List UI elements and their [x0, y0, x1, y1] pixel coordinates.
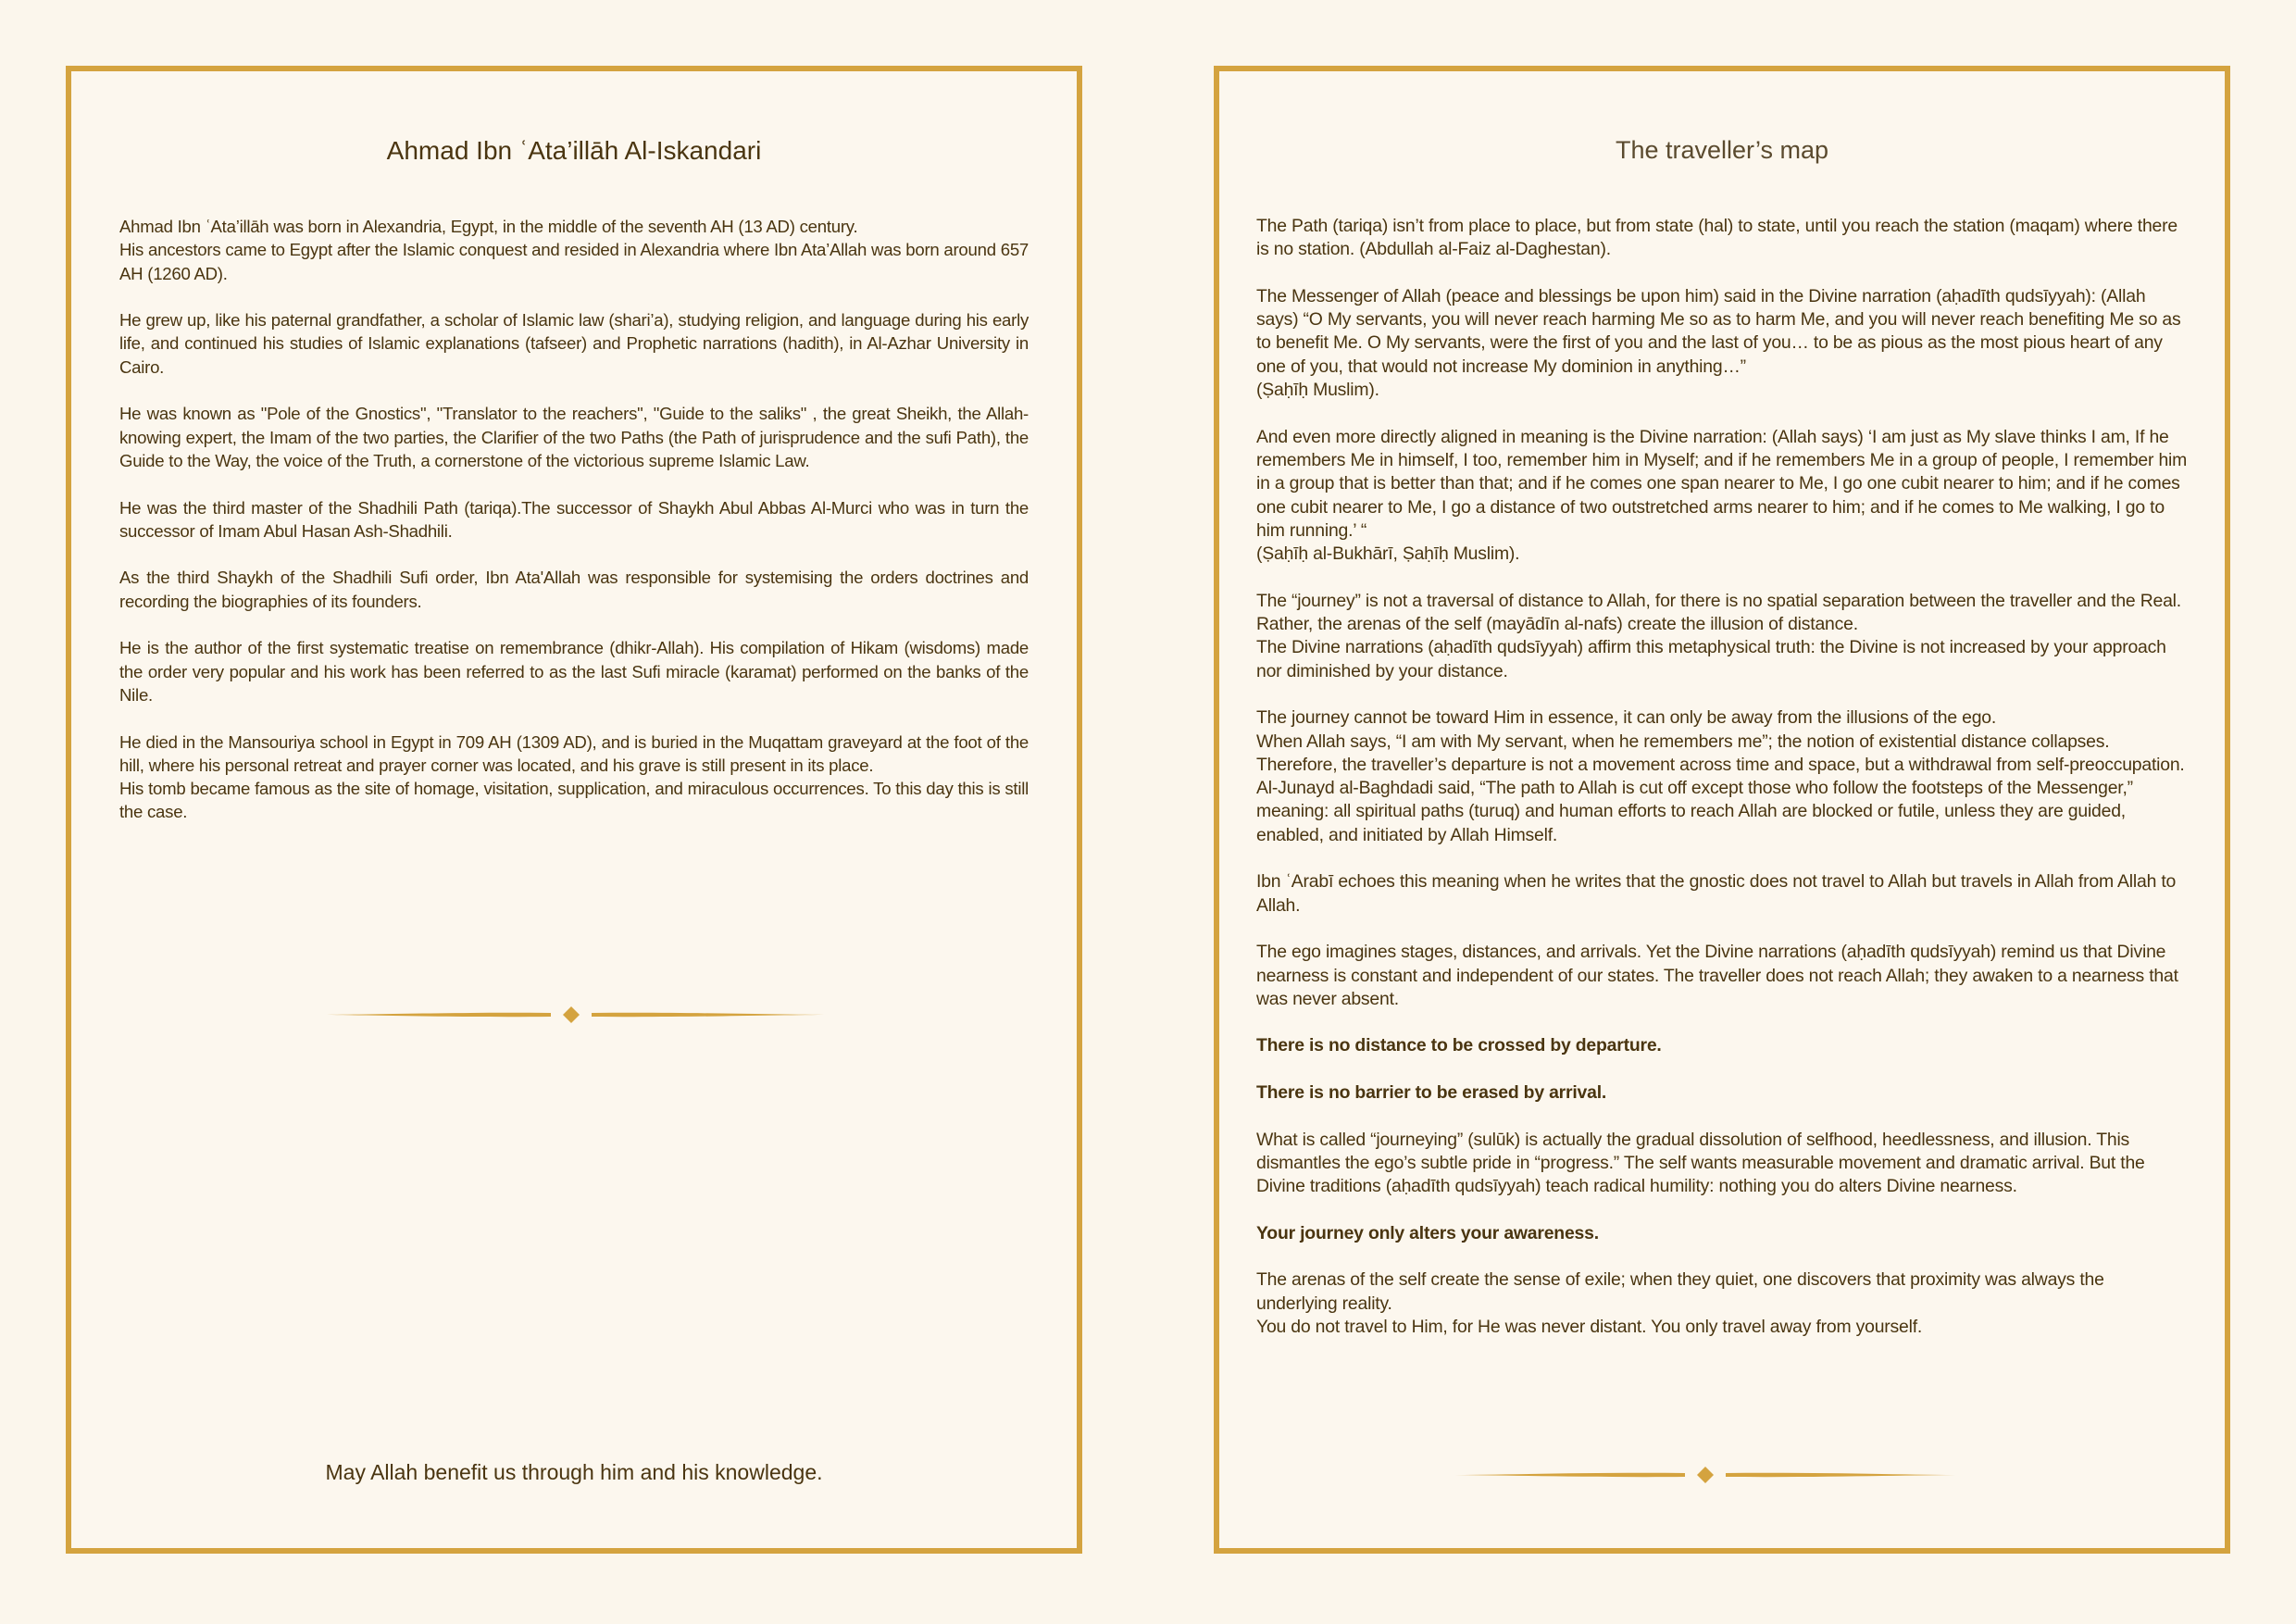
paragraph-line: He is the author of the first systematic treatise on remembrance (dhikr-Allah). His compilation of Hikam (wisdoms) made the order very popular and his work has been referred to as the last Sufi miracle (karamat) performed on the banks of the Nile. [119, 638, 1029, 705]
paragraph-line: The “journey” is not a traversal of distance to Allah, for there is no spatial separation between the traveller and the Real. Rather, the arenas of the self (mayādīn al-nafs) create the illusion of distance. [1256, 590, 2181, 635]
paragraph [119, 636, 1029, 706]
paragraph-line: There is no barrier to be erased by arrival. [1256, 1081, 1607, 1103]
paragraph-line: (Ṣaḥīḥ Muslim). [1256, 380, 1379, 401]
paragraph-line: Ahmad Ibn ʿAta’illāh was born in Alexandria, Egypt, in the middle of the seventh AH (13 AD) century. [119, 217, 858, 236]
paragraph-line: The Messenger of Allah (peace and blessings be upon him) said in the Divine narration (aḥadīth qudsīyyah): (Allah says) “O My servants, you will never reach harming Me so as to harm Me, and you will never reach benefiting Me so as to benefit Me. O My servants, were the first of you and the last of you… to be as pious as the most pious heart of any one of you, that would not increase My dominion in anything…” [1256, 285, 2181, 377]
travellers-map-text [1256, 215, 2188, 1363]
paragraph [1256, 426, 2188, 567]
emphasis-statement [1256, 1222, 2188, 1245]
paragraph [1256, 870, 2188, 918]
paragraph [1256, 590, 2188, 683]
paragraph-line: What is called “journeying” (sulūk) is actually the gradual dissolution of selfhood, heedlessness, and illusion. This dismantles the ego’s subtle pride in “progress.” The self wants measurable movement and dramatic arrival. But the Divine traditions (aḥadīth qudsīyyah) teach radical humility: nothing you do alters Divine nearness. [1256, 1129, 2145, 1197]
paragraph [119, 566, 1029, 613]
paragraph [1256, 215, 2188, 262]
biography-text [119, 215, 1029, 847]
paragraph [1256, 285, 2188, 402]
paragraph-line: (Ṣaḥīḥ al-Bukhārī, Ṣaḥīḥ Muslim). [1256, 543, 1520, 565]
divider-ornament [312, 1006, 830, 1024]
paragraph-line: He grew up, like his paternal grandfather, a scholar of Islamic law (shari’a), studying religion, and language during his early life, and continued his studies of Islamic explanations (tafseer) and Prophetic narrations (hadith), in Al-Azhar University in Cairo. [119, 310, 1029, 377]
paragraph-line: He was the third master of the Shadhili Path (tariqa).The successor of Shaykh Abul Abbas Al-Murci who was in turn the successor of Imam Abul Hasan Ash-Shadhili. [119, 497, 1029, 541]
paragraph-line: When Allah says, “I am with My servant, when he remembers me”; the notion of existential distance collapses. Therefore, the traveller’s departure is not a movement across time and space, but a withdrawal from self-preoccupation. [1256, 731, 2185, 775]
paragraph-line: And even more directly aligned in meaning is the Divine narration: (Allah says) ‘I am just as My slave thinks I am, If he remembers Me in himself, I too, remember him in Myself; and if he remembers Me in a group of people, I remember him in a group that is better than that; and if he comes one span nearer to Me, I go one cubit nearer to him; and if he comes one cubit nearer to Me, I go a distance of two outstretched arms nearer to him; and if he comes to Me walking, I go to him running.’ “ [1256, 426, 2188, 541]
paragraph-line: The arenas of the self create the sense of exile; when they quiet, one discovers that proximity was always the underlying reality. [1256, 1269, 2104, 1314]
paragraph [1256, 941, 2188, 1011]
paragraph-line: His tomb became famous as the site of homage, visitation, supplication, and miraculous occurrences. To this day this is still the case. [119, 779, 1029, 822]
paragraph-line: Ibn ʿArabī echoes this meaning when he writes that the gnostic does not travel to Allah but travels in Allah from Allah to Allah. [1256, 871, 2177, 916]
paragraph-line: The ego imagines stages, distances, and arrivals. Yet the Divine narrations (aḥadīth qudsīyyah) remind us that Divine nearness is constant and independent of our states. The traveller does not reach Allah; they awaken to a nearness that was never absent. [1256, 942, 2178, 1009]
paragraph-line: The Path (tariqa) isn’t from place to place, but from state (hal) to state, until you reach the station (maqam) where there is no station. (Abdullah al-Faiz al-Daghestan). [1256, 216, 2177, 260]
emphasis-statement [1256, 1034, 2188, 1057]
left-page [66, 66, 1082, 1554]
paragraph [119, 308, 1029, 379]
closing-prayer: May Allah benefit us through him and his knowledge. [325, 1460, 823, 1484]
paragraph [119, 731, 1029, 824]
page-title: The traveller’s map [1615, 136, 1829, 164]
paragraph [1256, 706, 2188, 847]
paragraph-line: The journey cannot be toward Him in essence, it can only be away from the illusions of the ego. [1256, 707, 1997, 729]
paragraph-line: The Divine narrations (aḥadīth qudsīyyah) affirm this metaphysical truth: the Divine is not increased by your approach nor diminished by your distance. [1256, 637, 2166, 681]
paragraph-line: He died in the Mansouriya school in Egypt in 709 AH (1309 AD), and is buried in the Muqattam graveyard at the foot of the hill, where his personal retreat and prayer corner was located, and his grave is still present in its place. [119, 731, 1029, 775]
paragraph [1256, 1268, 2188, 1339]
paragraph [119, 496, 1029, 543]
paragraph-line: There is no distance to be crossed by departure. [1256, 1035, 1662, 1056]
right-page [1214, 66, 2230, 1554]
paragraph [1256, 1129, 2188, 1199]
paragraph-line: He was known as "Pole of the Gnostics", "Translator to the reachers", "Guide to the saliks" , the great Sheikh, the Allah-knowing expert, the Imam of the two parties, the Clarifier of the two Paths (the Path of jurisprudence and the sufi Path), the Guide to the Way, the voice of the Truth, a cornerstone of the victorious supreme Islamic Law. [119, 404, 1029, 470]
paragraph-line: Your journey only alters your awareness. [1256, 1222, 1599, 1243]
paragraph-line: His ancestors came to Egypt after the Islamic conquest and resided in Alexandria where Ibn Ata’Allah was born around 657 AH (1260 AD). [119, 240, 1029, 283]
paragraph-line: You do not travel to Him, for He was never distant. You only travel away from yourself. [1256, 1316, 1923, 1337]
divider-ornament [1446, 1466, 1965, 1484]
paragraph [119, 402, 1029, 472]
page-title: Ahmad Ibn ʿAta’illāh Al-Iskandari [386, 136, 762, 165]
paragraph-line: As the third Shaykh of the Shadhili Sufi order, Ibn Ata'Allah was responsible for systemising the orders doctrines and recording the biographies of its founders. [119, 568, 1029, 611]
paragraph-line: Al-Junayd al-Baghdadi said, “The path to Allah is cut off except those who follow the footsteps of the Messenger,” meaning: all spiritual paths (turuq) and human efforts to reach Allah are blocked or futile, unless they are guided, enabled, and initiated by Allah Himself. [1256, 778, 2133, 845]
paragraph [119, 215, 1029, 285]
emphasis-statement [1256, 1081, 2188, 1105]
